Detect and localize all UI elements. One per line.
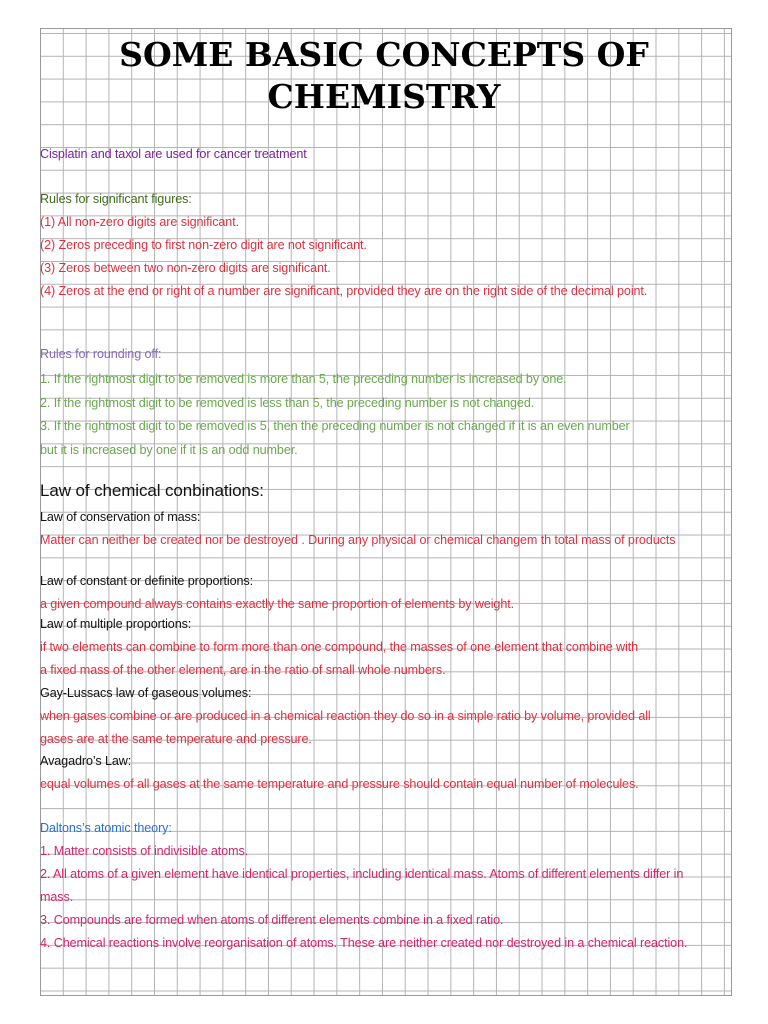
- sig-figs-rule-2: (2) Zeros preceding to first non-zero digit are not significant.: [40, 238, 367, 252]
- rounding-heading: Rules for rounding off:: [40, 347, 162, 361]
- multiple-text-2: a fixed mass of the other element, are in the ratio of small whole numbers.: [40, 663, 446, 677]
- multiple-text-1: if two elements can combine to form more than one compound, the masses of one element that combine with: [40, 640, 639, 654]
- dalton-point-4: 4. Chemical reactions involve reorganisation of atoms. These are neither created nor destroyed in a chemical reaction.: [40, 936, 688, 950]
- rounding-rule-4: but it is increased by one if it is an odd number.: [40, 443, 298, 457]
- sig-figs-rule-1: (1) All non-zero digits are significant.: [40, 215, 239, 229]
- gay-lussac-text-2: gases are at the same temperature and pressure.: [40, 732, 312, 746]
- avogadro-text: equal volumes of all gases at the same temperature and pressure should contain equal number of molecules.: [40, 777, 639, 791]
- rounding-rule-2: 2. If the rightmost digit to be removed is less than 5, the preceding number is not changed.: [40, 396, 535, 410]
- conservation-heading: Law of conservation of mass:: [40, 510, 201, 524]
- title-line-1: SOME BASIC CONCEPTS OF: [119, 35, 649, 74]
- constant-text: a given compound always contains exactly the same proportion of elements by weight.: [40, 597, 515, 611]
- conservation-text: Matter can neither be created nor be destroyed . During any physical or chemical changem th total mass of products: [40, 533, 676, 547]
- dalton-heading: Daltons’s atomic theory:: [40, 821, 172, 835]
- dalton-point-1: 1. Matter consists of indivisible atoms.: [40, 844, 249, 858]
- laws-heading: Law of chemical conbinations:: [40, 481, 264, 500]
- multiple-heading: Law of multiple proportions:: [40, 617, 192, 631]
- gay-lussac-heading: Gay-Lussacs law of gaseous volumes:: [40, 686, 252, 700]
- dalton-point-3: 3. Compounds are formed when atoms of different elements combine in a fixed ratio.: [40, 913, 504, 927]
- rounding-rule-1: 1. If the rightmost digit to be removed is more than 5, the preceding number is increased by one.: [40, 372, 567, 386]
- sig-figs-rule-4: (4) Zeros at the end or right of a number are significant, provided they are on the right side of the decimal point.: [40, 284, 648, 298]
- avogadro-heading: Avagadro’s Law:: [40, 754, 132, 768]
- cisplatin-note: Cisplatin and taxol are used for cancer treatment: [40, 147, 307, 161]
- title-line-2: CHEMISTRY: [267, 77, 501, 116]
- constant-heading: Law of constant or definite proportions:: [40, 574, 254, 588]
- dalton-point-2-cont: mass.: [40, 890, 74, 904]
- rounding-rule-3: 3. If the rightmost digit to be removed is 5, then the preceding number is not changed if it is an even number: [40, 419, 630, 433]
- gay-lussac-text-1: when gases combine or are produced in a chemical reaction they do so in a simple ratio by volume, provided all: [40, 709, 651, 723]
- dalton-point-2: 2. All atoms of a given element have identical properties, including identical mass. Atoms of different elements differ in: [40, 867, 684, 881]
- page-title: [0, 34, 768, 118]
- sig-figs-rule-3: (3) Zeros between two non-zero digits are significant.: [40, 261, 331, 275]
- sig-figs-heading: Rules for significant figures:: [40, 192, 192, 206]
